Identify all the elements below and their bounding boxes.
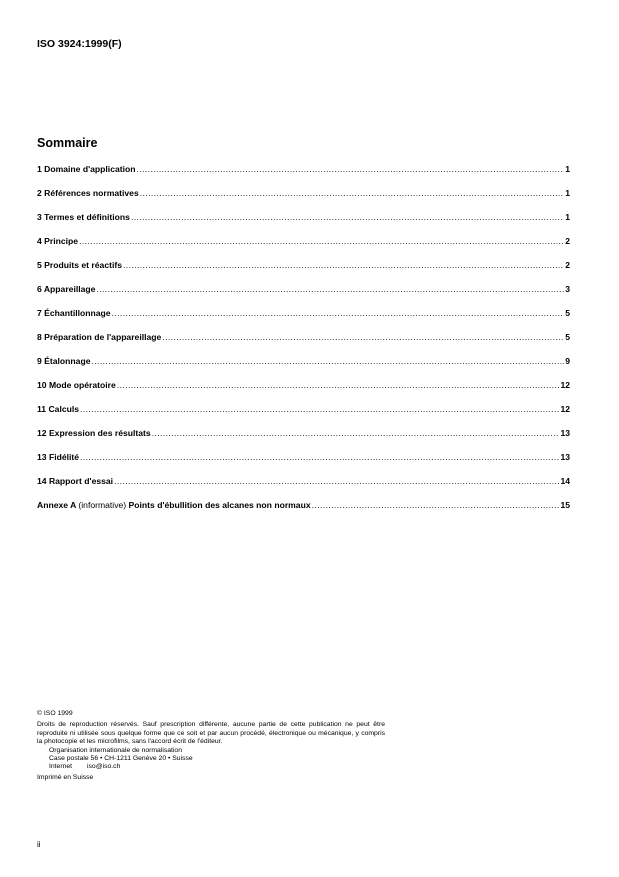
copyright-block: [37, 710, 385, 782]
dot-leader: [96, 284, 564, 294]
toc-entry[interactable]: [37, 308, 570, 332]
annex-type: (informative): [78, 500, 127, 510]
dot-leader: [312, 500, 560, 510]
dot-leader: [91, 356, 564, 366]
toc-entry-page: 12: [560, 404, 570, 414]
toc-entry-page: 5: [565, 308, 570, 318]
toc-entry[interactable]: [37, 476, 570, 500]
toc-entry-label: 5 Produits et réactifs: [37, 260, 123, 270]
toc-entry-label: 13 Fidélité: [37, 452, 80, 462]
toc-entry-label: 12 Expression des résultats: [37, 428, 151, 438]
annex-title: Points d'ébullition des alcanes non normaux: [128, 500, 311, 510]
toc-entry-page: 9: [565, 356, 570, 366]
toc-entry[interactable]: [37, 284, 570, 308]
toc-entry-label: 4 Principe: [37, 236, 79, 246]
toc-entry-label: 8 Préparation de l'appareillage: [37, 332, 162, 342]
toc-entry-label: 9 Étalonnage: [37, 356, 91, 366]
dot-leader: [123, 260, 564, 270]
toc-entry-page: 13: [560, 452, 570, 462]
toc-entry[interactable]: [37, 212, 570, 236]
toc-entry-label: 3 Termes et définitions: [37, 212, 130, 222]
toc-entry-page: 1: [565, 164, 570, 174]
toc-entry-label: 2 Références normatives: [37, 188, 139, 198]
toc-entry-page: 14: [560, 476, 570, 486]
toc-entry-page: 12: [560, 380, 570, 390]
dot-leader: [114, 476, 559, 486]
dot-leader: [140, 188, 564, 198]
toc-entry-label: 11 Calculs: [37, 404, 80, 414]
dot-leader: [117, 380, 560, 390]
dot-leader: [79, 236, 564, 246]
toc-entry[interactable]: [37, 428, 570, 452]
toc-entry[interactable]: [37, 188, 570, 212]
toc-entry-label: 1 Domaine d'application: [37, 164, 136, 174]
dot-leader: [152, 428, 560, 438]
toc-entry-label: 6 Appareillage: [37, 284, 96, 294]
table-of-contents: [37, 164, 570, 524]
dot-leader: [112, 308, 565, 318]
toc-entry-page: 2: [565, 236, 570, 246]
toc-entry[interactable]: [37, 452, 570, 476]
toc-entry[interactable]: [37, 380, 570, 404]
toc-entry[interactable]: [37, 164, 570, 188]
toc-entry[interactable]: [37, 332, 570, 356]
document-header: ISO 3924:1999(F): [37, 38, 122, 50]
copyright-notice: © ISO 1999: [37, 710, 73, 717]
publisher-address: [37, 747, 385, 772]
internet-email-link[interactable]: iso@iso.ch: [87, 763, 121, 771]
internet-row: [49, 763, 385, 771]
dot-leader: [80, 404, 559, 414]
dot-leader: [80, 452, 559, 462]
toc-entry-page: 1: [565, 188, 570, 198]
dot-leader: [162, 332, 564, 342]
printed-in: Imprimé en Suisse: [37, 773, 94, 781]
toc-entry-page: 5: [565, 332, 570, 342]
toc-entry[interactable]: [37, 236, 570, 260]
toc-entry-annex[interactable]: [37, 500, 570, 524]
dot-leader: [131, 212, 564, 222]
toc-entry-page: 13: [560, 428, 570, 438]
toc-entry-label: 14 Rapport d'essai: [37, 476, 114, 486]
org-name: Organisation internationale de normalisation: [49, 746, 182, 754]
toc-title: Sommaire: [37, 136, 98, 150]
toc-entry-page: 2: [565, 260, 570, 270]
toc-entry-label: 7 Échantillonnage: [37, 308, 111, 318]
toc-entry[interactable]: [37, 356, 570, 380]
toc-annex-page: 15: [560, 500, 570, 510]
toc-entry-label: 10 Mode opératoire: [37, 380, 116, 390]
rights-statement: Droits de reproduction réservés. Sauf prescription différente, aucune partie de cette publication ne peut être reproduite ni utilisée sous quelque forme que ce soit et par aucun procédé, électronique ou mécanique, y compris la photocopie et les microfilms, sans l'accord écrit de l'éditeur.: [37, 721, 385, 746]
dot-leader: [137, 164, 565, 174]
internet-label: Internet: [49, 763, 73, 771]
page-number: ii: [37, 840, 41, 849]
toc-entry[interactable]: [37, 404, 570, 428]
annex-prefix: Annexe A: [37, 500, 76, 510]
toc-annex-label: [37, 500, 311, 510]
postal-address: Case postale 56 • CH-1211 Genève 20 • Suisse: [49, 755, 193, 763]
toc-entry-page: 3: [565, 284, 570, 294]
toc-entry-page: 1: [565, 212, 570, 222]
toc-entry[interactable]: [37, 260, 570, 284]
